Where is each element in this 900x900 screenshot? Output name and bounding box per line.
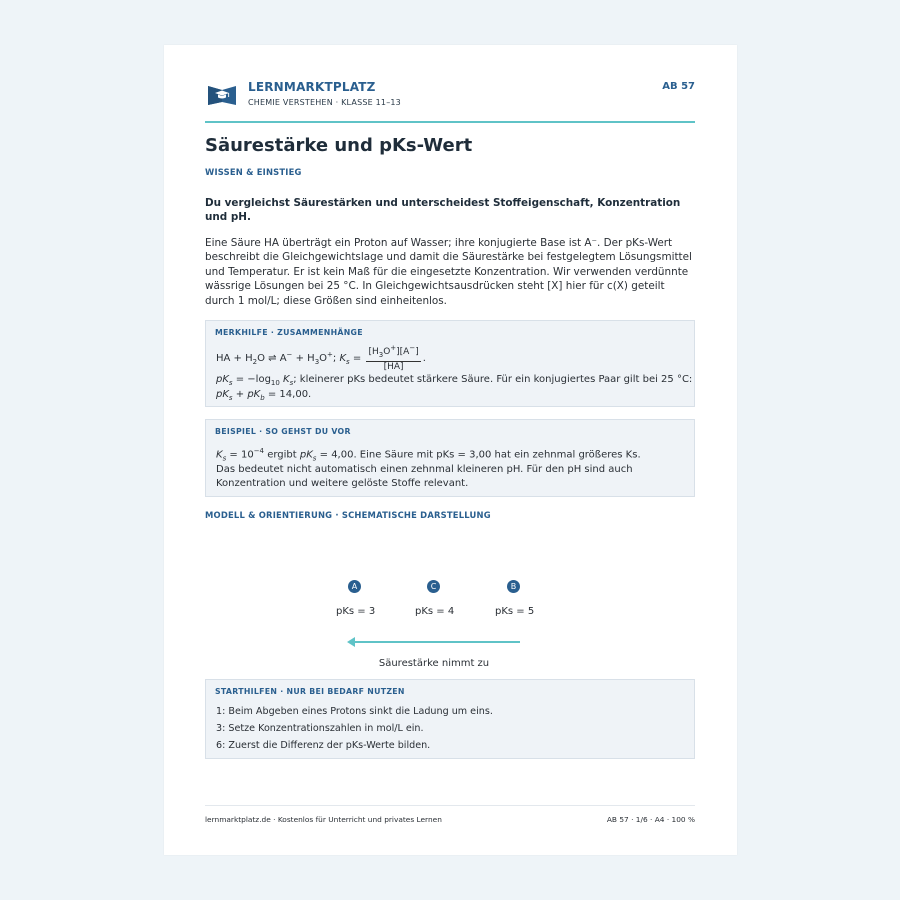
node-c-badge: C [427, 580, 440, 593]
body-text: Eine Säure HA überträgt ein Proton auf Wasser; ihre konjugierte Base ist A⁻. Der pKs-Wert beschreibt die Gleichgewichtslage und damit die Säurestärke bei festgelegtem Lösungsmittel und Temperatur. Er ist kein Maß für die eingesetzte Konzentration. Wir verwenden verdünnte wässrige Lösungen bei 25 °C. In Gleichgewichtsausdrücken steht [X] hier für c(X) geteilt durch 1 mol/L; diese Größen sind einheitenlos. [205, 237, 692, 307]
model-heading: MODELL & ORIENTIERUNG · SCHEMATISCHE DARSTELLUNG [205, 510, 491, 520]
footer-divider [205, 805, 695, 806]
brand-subtitle: CHEMIE VERSTEHEN · KLASSE 11–13 [248, 98, 401, 107]
conjugate-pair-value: 14,00. [279, 389, 312, 400]
book-graduation-cap-icon [207, 81, 237, 107]
hint-item: 1: Beim Abgeben eines Protons sinkt die Ladung um eins. [216, 706, 493, 717]
beispiel-line-3: Konzentration und weitere gelöste Stoffe relevant. [216, 478, 469, 489]
acid-strength-arrow [350, 641, 520, 643]
arrow-label: Säurestärke nimmt zu [378, 658, 490, 669]
hint-item: 3: Setze Konzentrationszahlen in mol/L ein. [216, 723, 424, 734]
beispiel-line-1: $K_s = 10^{-4}$ ergibt $pK_s = 4,00$. Eine Säure mit pKs = 3,00 hat ein zehnmal größeres Ks. [216, 447, 641, 463]
beispiel-result: 4,00. Eine Säure mit pKs = 3,00 hat ein zehnmal größeres Ks. [331, 449, 641, 461]
beispiel-box [205, 419, 695, 497]
beispiel-connector: ergibt [267, 449, 297, 461]
node-b-pks: pKs = 5 [495, 606, 535, 617]
beispiel-heading: BEISPIEL · SO GEHST DU VOR [215, 427, 351, 436]
header-divider [205, 121, 695, 123]
page-header [205, 79, 695, 123]
node-c-pks: pKs = 4 [415, 606, 455, 617]
node-a-badge: A [348, 580, 361, 593]
conjugate-pair-relation: $pK_s + pK_b = 14,00$. [216, 389, 312, 402]
starthilfen-heading: STARTHILFEN · NUR BEI BEDARF NUTZEN [215, 687, 405, 696]
equilibrium-formula: HA + $H_2O$ ⇌ $A^- + H_3O^+$; $K_s$ = $\frac{[H_3O^+][A^-]}{[HA]}$ . [216, 344, 426, 372]
starthilfen-box [205, 679, 695, 759]
arrow-left-icon [347, 637, 355, 647]
beispiel-line-2: Das bedeutet nicht automatisch einen zehnmal kleineren pH. Für den pH sind auch [216, 464, 633, 475]
node-b-badge: B [507, 580, 520, 593]
section-heading: WISSEN & EINSTIEG [205, 167, 302, 177]
merkhilfe-box [205, 320, 695, 407]
page-title: Säurestärke und pKs-Wert [205, 135, 473, 156]
pks-definition: $pK_s = -\log_{10}$ $K_s$; kleinerer pKs bedeutet stärkere Säure. Für ein konjugiertes Paar gilt bei 25 °C: [216, 374, 693, 387]
merkhilfe-heading: MERKHILFE · ZUSAMMENHÄNGE [215, 328, 363, 337]
footer-left: lernmarktplatz.de · Kostenlos für Unterricht und privates Lernen [205, 815, 442, 824]
footer-right: AB 57 · 1/6 · A4 · 100 % [606, 815, 695, 824]
sheet-number: AB 57 [662, 81, 695, 92]
pks-definition-text: ; kleinerer pKs bedeutet stärkere Säure. Für ein konjugiertes Paar gilt bei 25 °C: [293, 374, 693, 385]
node-a-pks: pKs = 3 [336, 606, 376, 617]
hint-item: 6: Zuerst die Differenz der pKs-Werte bilden. [216, 740, 431, 751]
worksheet-page [164, 45, 737, 855]
lead-text: Du vergleichst Säurestärken und unterscheidest Stoffeigenschaft, Konzentration und pH. [205, 197, 681, 223]
brand-name: LERNMARKTPLATZ [248, 80, 376, 94]
